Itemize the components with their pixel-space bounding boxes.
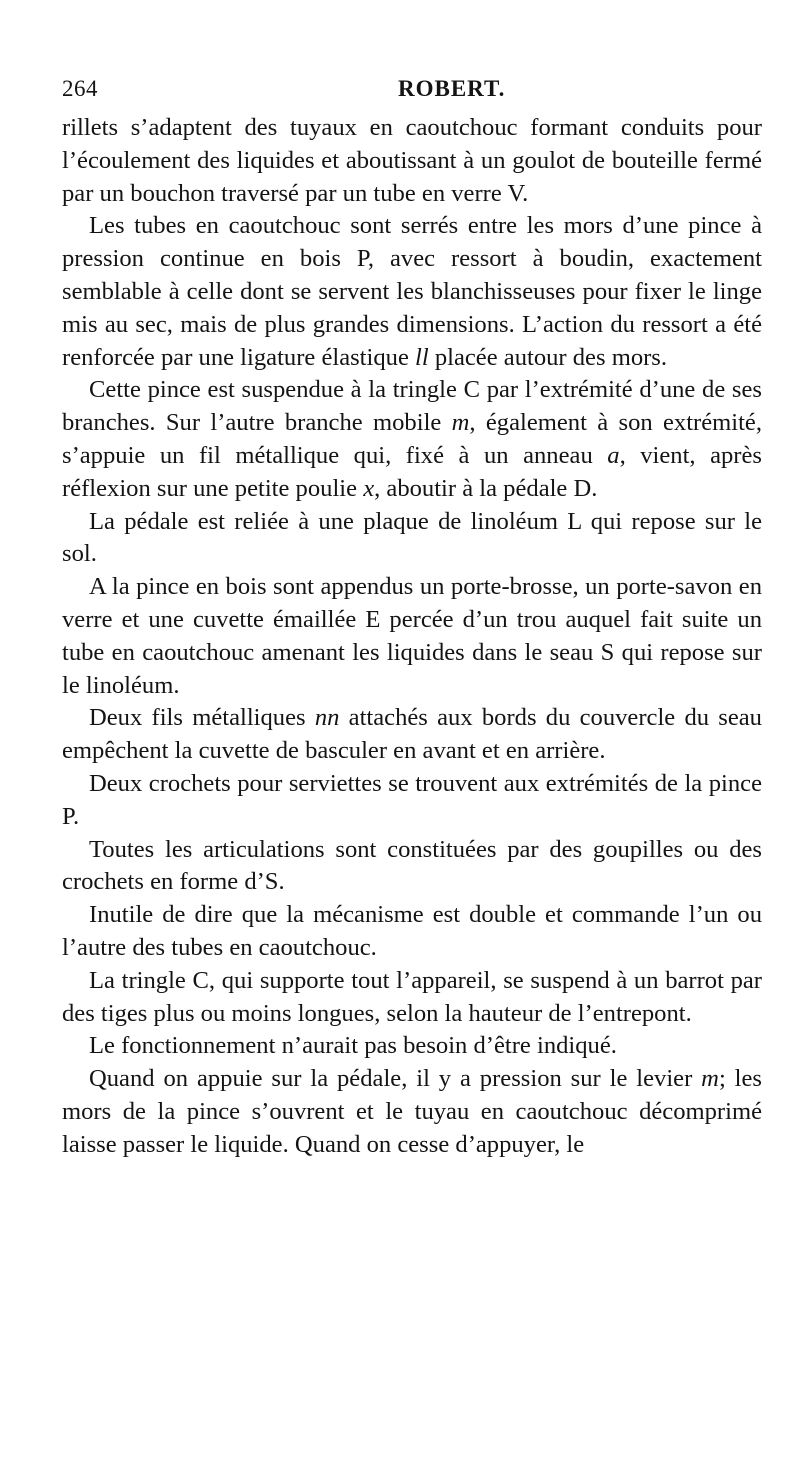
paragraph-text: Deux fils métalliques	[89, 704, 315, 732]
paragraph-text: placée autour des mors.	[428, 343, 668, 371]
paragraph-text: Le fonctionnement n’aurait pas besoin d’être indiqué.	[89, 1032, 617, 1060]
book-page	[62, 72, 762, 1162]
paragraph-text: Toutes les articulations sont constituées par des goupilles ou des crochets en forme d’S.	[62, 835, 762, 896]
page-number: 264	[62, 76, 98, 101]
page-header	[62, 72, 762, 112]
paragraph-text: Les tubes en caoutchouc sont serrés entre les mors d’une pince à pression continue en bois P, avec ressort à boudin, exactement semblable à celle dont se servent les blanchisseuses pour fixer le linge mis au sec, mais de plus grandes dimensions. L’action du ressort a été renforcée par une ligature élastique	[62, 212, 762, 371]
paragraph	[62, 702, 762, 768]
paragraph-text: La tringle C, qui supporte tout l’appareil, se suspend à un barrot par des tiges plus ou moins longues, selon la hauteur de l’entrepont.	[62, 966, 762, 1027]
paragraph-text: , vient, après réflexion sur une petite poulie	[62, 441, 762, 502]
paragraph	[62, 571, 762, 702]
paragraph	[62, 112, 762, 210]
running-title: ROBERT.	[398, 76, 506, 101]
paragraph-text: rillets s’adaptent des tuyaux en caoutchouc formant conduits pour l’écoulement des liquides et aboutissant à un goulot de bouteille fermé par un bouchon traversé par un tube en verre V.	[62, 114, 762, 207]
paragraph	[62, 1063, 762, 1161]
paragraph-text: Deux crochets pour serviettes se trouvent aux extrémités de la pince P.	[62, 769, 762, 830]
italic-symbol: ll	[415, 343, 429, 371]
paragraph	[62, 210, 762, 374]
paragraph	[62, 834, 762, 900]
paragraph	[62, 1030, 762, 1063]
paragraph	[62, 506, 762, 572]
paragraph-text: ; les mors de la pince s’ouvrent et le tuyau en caoutchouc décomprimé laisse passer le liquide. Quand on cesse d’appuyer, le	[62, 1065, 762, 1158]
paragraph-text: Quand on appuie sur la pédale, il y a pression sur le levier	[89, 1065, 702, 1093]
paragraph-text: , également à son extrémité, s’appuie un fil métallique qui, fixé à un anneau	[62, 409, 762, 469]
italic-symbol: a	[607, 441, 620, 469]
paragraph-text: Inutile de dire que la mécanisme est double et commande l’un ou l’autre des tubes en caoutchouc.	[62, 901, 762, 961]
paragraph-text: , aboutir à la pédale D.	[374, 474, 598, 502]
paragraph	[62, 899, 762, 965]
paragraph-text: Cette pince est suspendue à la tringle C par l’extrémité d’une de ses branches. Sur l’autre branche mobile	[62, 376, 762, 437]
paragraph-text: attachés aux bords du couvercle du seau empêchent la cuvette de basculer en avant et en arrière.	[62, 704, 762, 765]
italic-symbol: nn	[314, 704, 340, 732]
italic-symbol: m	[701, 1065, 719, 1093]
paragraph	[62, 768, 762, 834]
paragraph	[62, 374, 762, 505]
paragraph-text: La pédale est reliée à une plaque de linoléum L qui repose sur le sol.	[62, 507, 762, 568]
body-text	[62, 112, 762, 1162]
italic-symbol: x	[363, 474, 375, 502]
italic-symbol: m	[451, 409, 470, 437]
paragraph-text: A la pince en bois sont appendus un porte-brosse, un porte-savon en verre et une cuvette émaillée E percée d’un trou auquel fait suite un tube en caoutchouc amenant les liquides dans le seau S qui repose sur le linoléum.	[62, 573, 762, 699]
paragraph	[62, 965, 762, 1031]
